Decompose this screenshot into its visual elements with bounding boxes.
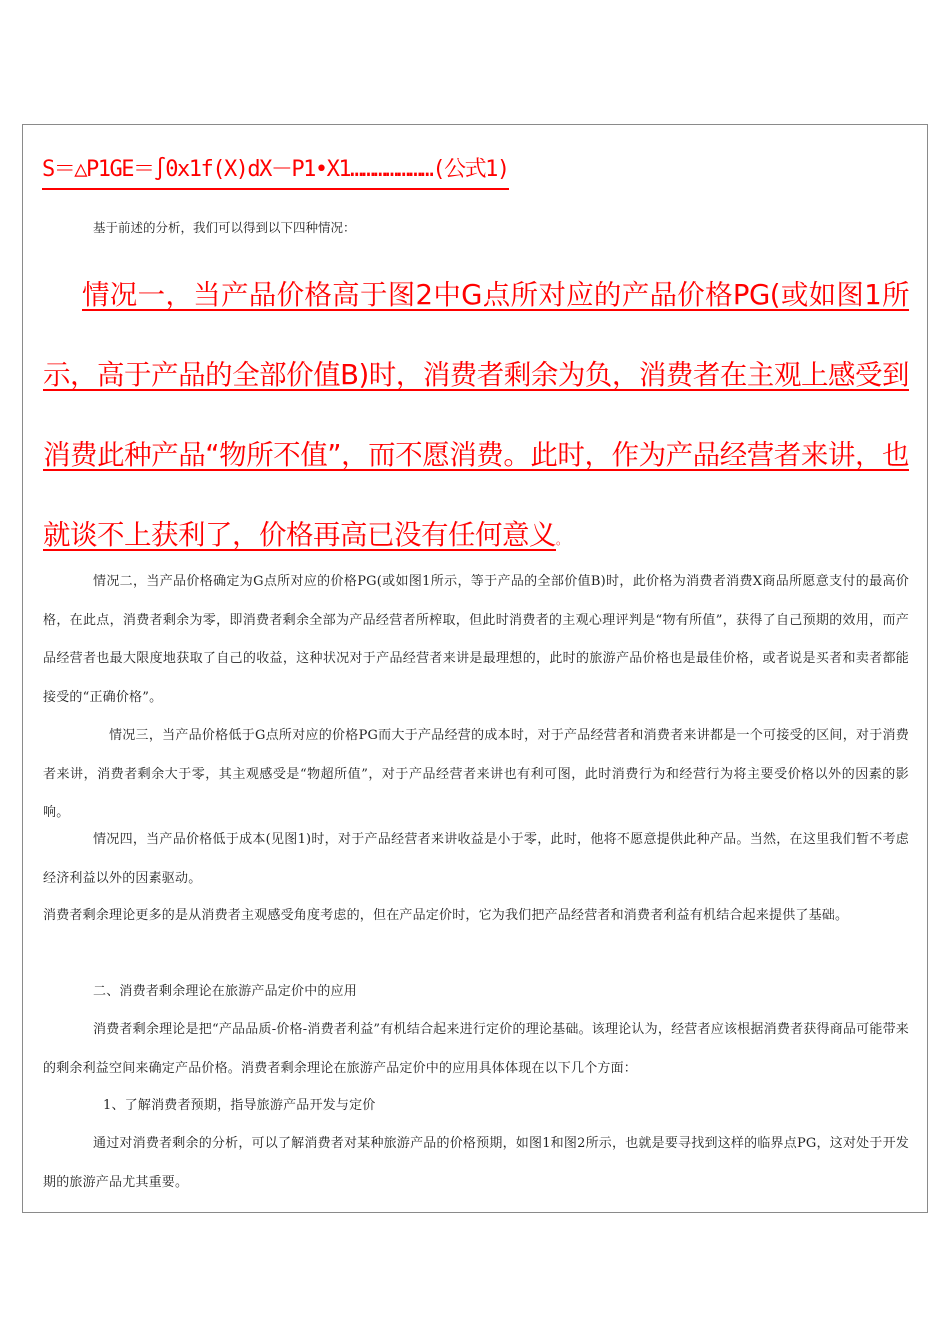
item-1-heading: 1、了解消费者预期，指导旅游产品开发与定价 bbox=[103, 1098, 376, 1113]
case-1-highlight bbox=[43, 255, 909, 580]
lead-sentence: 基于前述的分析，我们可以得到以下四种情况： bbox=[93, 220, 356, 235]
case-2-paragraph: 情况二，当产品价格确定为G点所对应的价格PG(或如图1所示，等于产品的全部价值B)时，此价格为消费者消费X商品所愿意支付的最高价格，在此点，消费者剩余为零，即消费者剩余全部为产品经营者所榨取，但此时消费者的主观心理评判是“物有所值”，获得了自己预期的效用，而产品经营者也最大限度地获取了自己的收益，这种状况对于产品经营者来讲是最理想的，此时的旅游产品价格也是最佳价格，或者说是买者和卖者都能接受的“正确价格”。 bbox=[43, 574, 909, 705]
page-frame bbox=[22, 124, 928, 1213]
case-4-paragraph: 情况四，当产品价格低于成本(见图1)时，对于产品经营者来讲收益是小于零，此时，他将不愿意提供此种产品。当然，在这里我们暂不考虑经济利益以外的因素驱动。 bbox=[43, 832, 909, 886]
summary-paragraph: 消费者剩余理论更多的是从消费者主观感受角度考虑的，但在产品定价时，它为我们把产品经营者和消费者利益有机结合起来提供了基础。 bbox=[43, 908, 849, 923]
case-1-end-mark: 。 bbox=[556, 533, 568, 547]
section-intro-paragraph: 消费者剩余理论是把“产品品质-价格-消费者利益”有机结合起来进行定价的理论基础。该理论认为，经营者应该根据消费者获得商品可能带来的剩余利益空间来确定产品价格。消费者剩余理论在旅游产品定价中的应用具体体现在以下几个方面： bbox=[43, 1022, 909, 1076]
formula-line: S＝△P1GE＝∫0x1f(X)dX－P1•X1…………………(公式1) bbox=[42, 153, 509, 190]
case-3-paragraph: 情况三，当产品价格低于G点所对应的价格PG而大于产品经营的成本时，对于产品经营者和消费者来讲都是一个可接受的区间，对于消费者来讲，消费者剩余大于零，其主观感受是“物超所值”，对于产品经营者来讲也有利可图，此时消费行为和经营行为将主要受价格以外的因素的影响。 bbox=[43, 728, 909, 820]
item-1-paragraph: 通过对消费者剩余的分析，可以了解消费者对某种旅游产品的价格预期，如图1和图2所示，也就是要寻找到这样的临界点PG，这对处于开发期的旅游产品尤其重要。 bbox=[43, 1136, 909, 1190]
section-heading: 二、消费者剩余理论在旅游产品定价中的应用 bbox=[93, 984, 358, 999]
case-1-text: 情况一，当产品价格高于图2中G点所对应的产品价格PG(或如图1所示，高于产品的全部价值B)时，消费者剩余为负，消费者在主观上感受到消费此种产品“物所不值”，而不愿消费。此时，作为产品经营者来讲，也就谈不上获利了，价格再高已没有任何意义 bbox=[43, 279, 910, 551]
